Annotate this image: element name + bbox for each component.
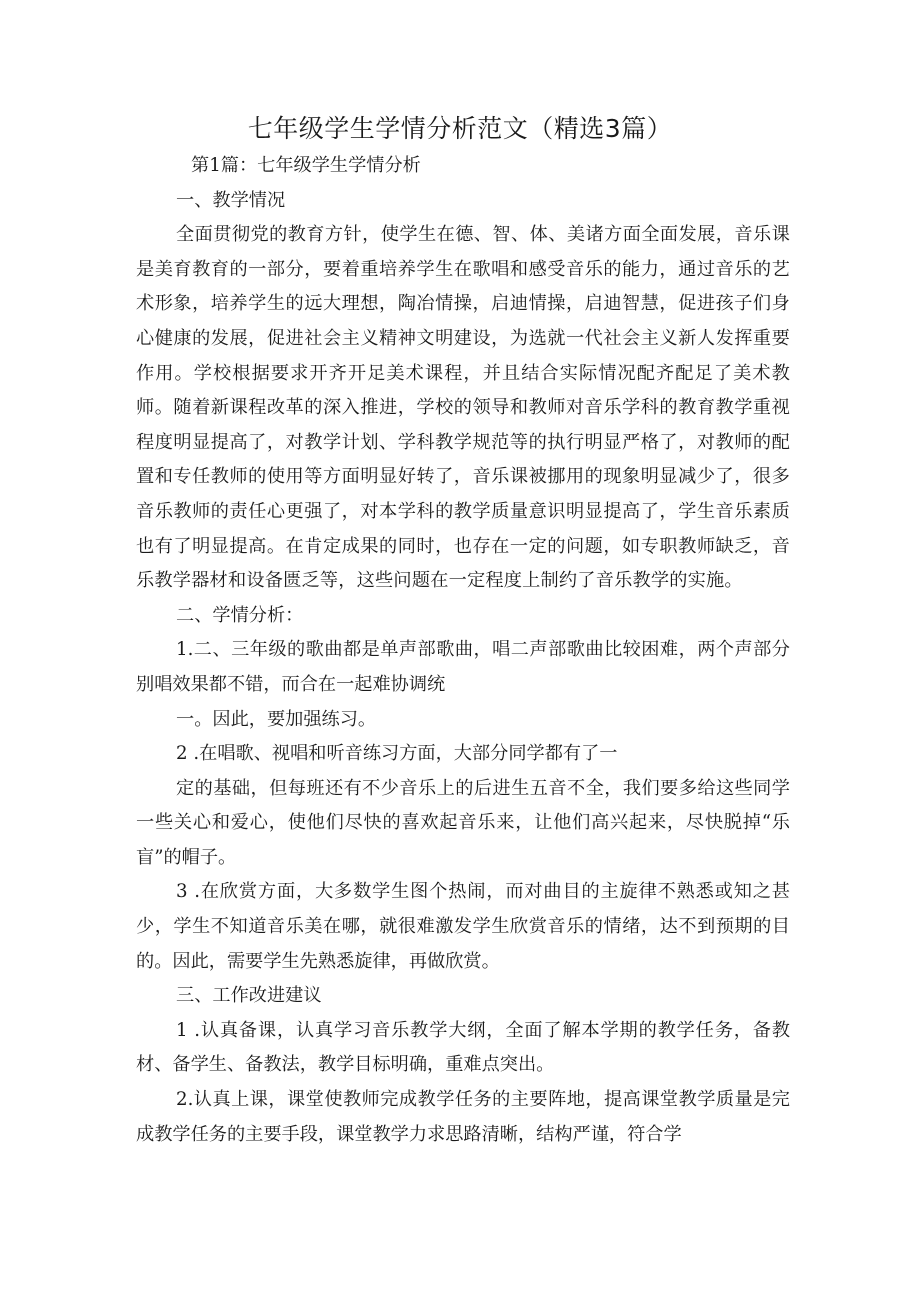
- document-body: [136, 149, 790, 1152]
- body-paragraph: 全面贯彻党的教育方针，使学生在德、智、体、美诸方面全面发展，音乐课是美育教育的一部分，要着重培养学生在歌唱和感受音乐的能力，通过音乐的艺术形象，培养学生的远大理想，陶冶情操，启迪情操，启迪智慧，促进孩子们身心健康的发展，促进社会主义精神文明建设，为选就一代社会主义新人发挥重要作用。学校根据要求开齐开足美术课程，并且结合实际情况配齐配足了美术教师。随着新课程改革的深入推进，学校的领导和教师对音乐学科的教育教学重视程度明显提高了，对教学计划、学科教学规范等的执行明显严格了，对教师的配置和专任教师的使用等方面明显好转了，音乐课被挪用的现象明显减少了，很多音乐教师的责任心更强了，对本学科的教学质量意识明显提高了，学生音乐素质也有了明显提高。在肯定成果的同时，也存在一定的问题，如专职教师缺乏，音乐教学器材和设备匮乏等，这些问题在一定程度上制约了音乐教学的实施。: [136, 224, 790, 592]
- section-heading: 三、工作改进建议: [176, 985, 322, 1007]
- body-paragraph: 3 .在欣赏方面，大多数学生图个热闹，而对曲目的主旋律不熟悉或知之甚少，学生不知道音乐美在哪，就很难激发学生欣赏音乐的情绪，达不到预期的目的。因此，需要学生先熟悉旋律，再做欣赏。: [136, 881, 790, 972]
- body-paragraph: 2.认真上课，课堂使教师完成教学任务的主要阵地，提高课堂教学质量是完成教学任务的主要手段，课堂教学力求思路清晰，结构严谨，符合学: [136, 1089, 790, 1145]
- body-paragraph: 一。因此，要加强练习。: [176, 708, 377, 730]
- document-title: 七年级学生学情分析范文（精选3篇）: [247, 114, 673, 143]
- body-paragraph: 定的基础，但每班还有不少音乐上的后进生五音不全，我们要多给这些同学一些关心和爱心，使他们尽快的喜欢起音乐来，让他们高兴起来，尽快脱掉“乐盲”的帽子。: [136, 777, 790, 868]
- body-paragraph: 1 .认真备课，认真学习音乐教学大纲，全面了解本学期的教学任务，备教材、备学生、备教法，教学目标明确，重难点突出。: [136, 1019, 790, 1076]
- body-paragraph: 1.二、三年级的歌曲都是单声部歌曲，唱二声部歌曲比较困难，两个声部分别唱效果都不错，而合在一起难协调统: [136, 639, 790, 695]
- section-heading: 二、学情分析：: [176, 604, 304, 626]
- section-heading: 一、教学情况: [176, 189, 286, 211]
- section-heading: 第1篇：七年级学生学情分析: [191, 155, 421, 176]
- body-paragraph: 2 .在唱歌、视唱和听音练习方面，大部分同学都有了一: [176, 743, 618, 765]
